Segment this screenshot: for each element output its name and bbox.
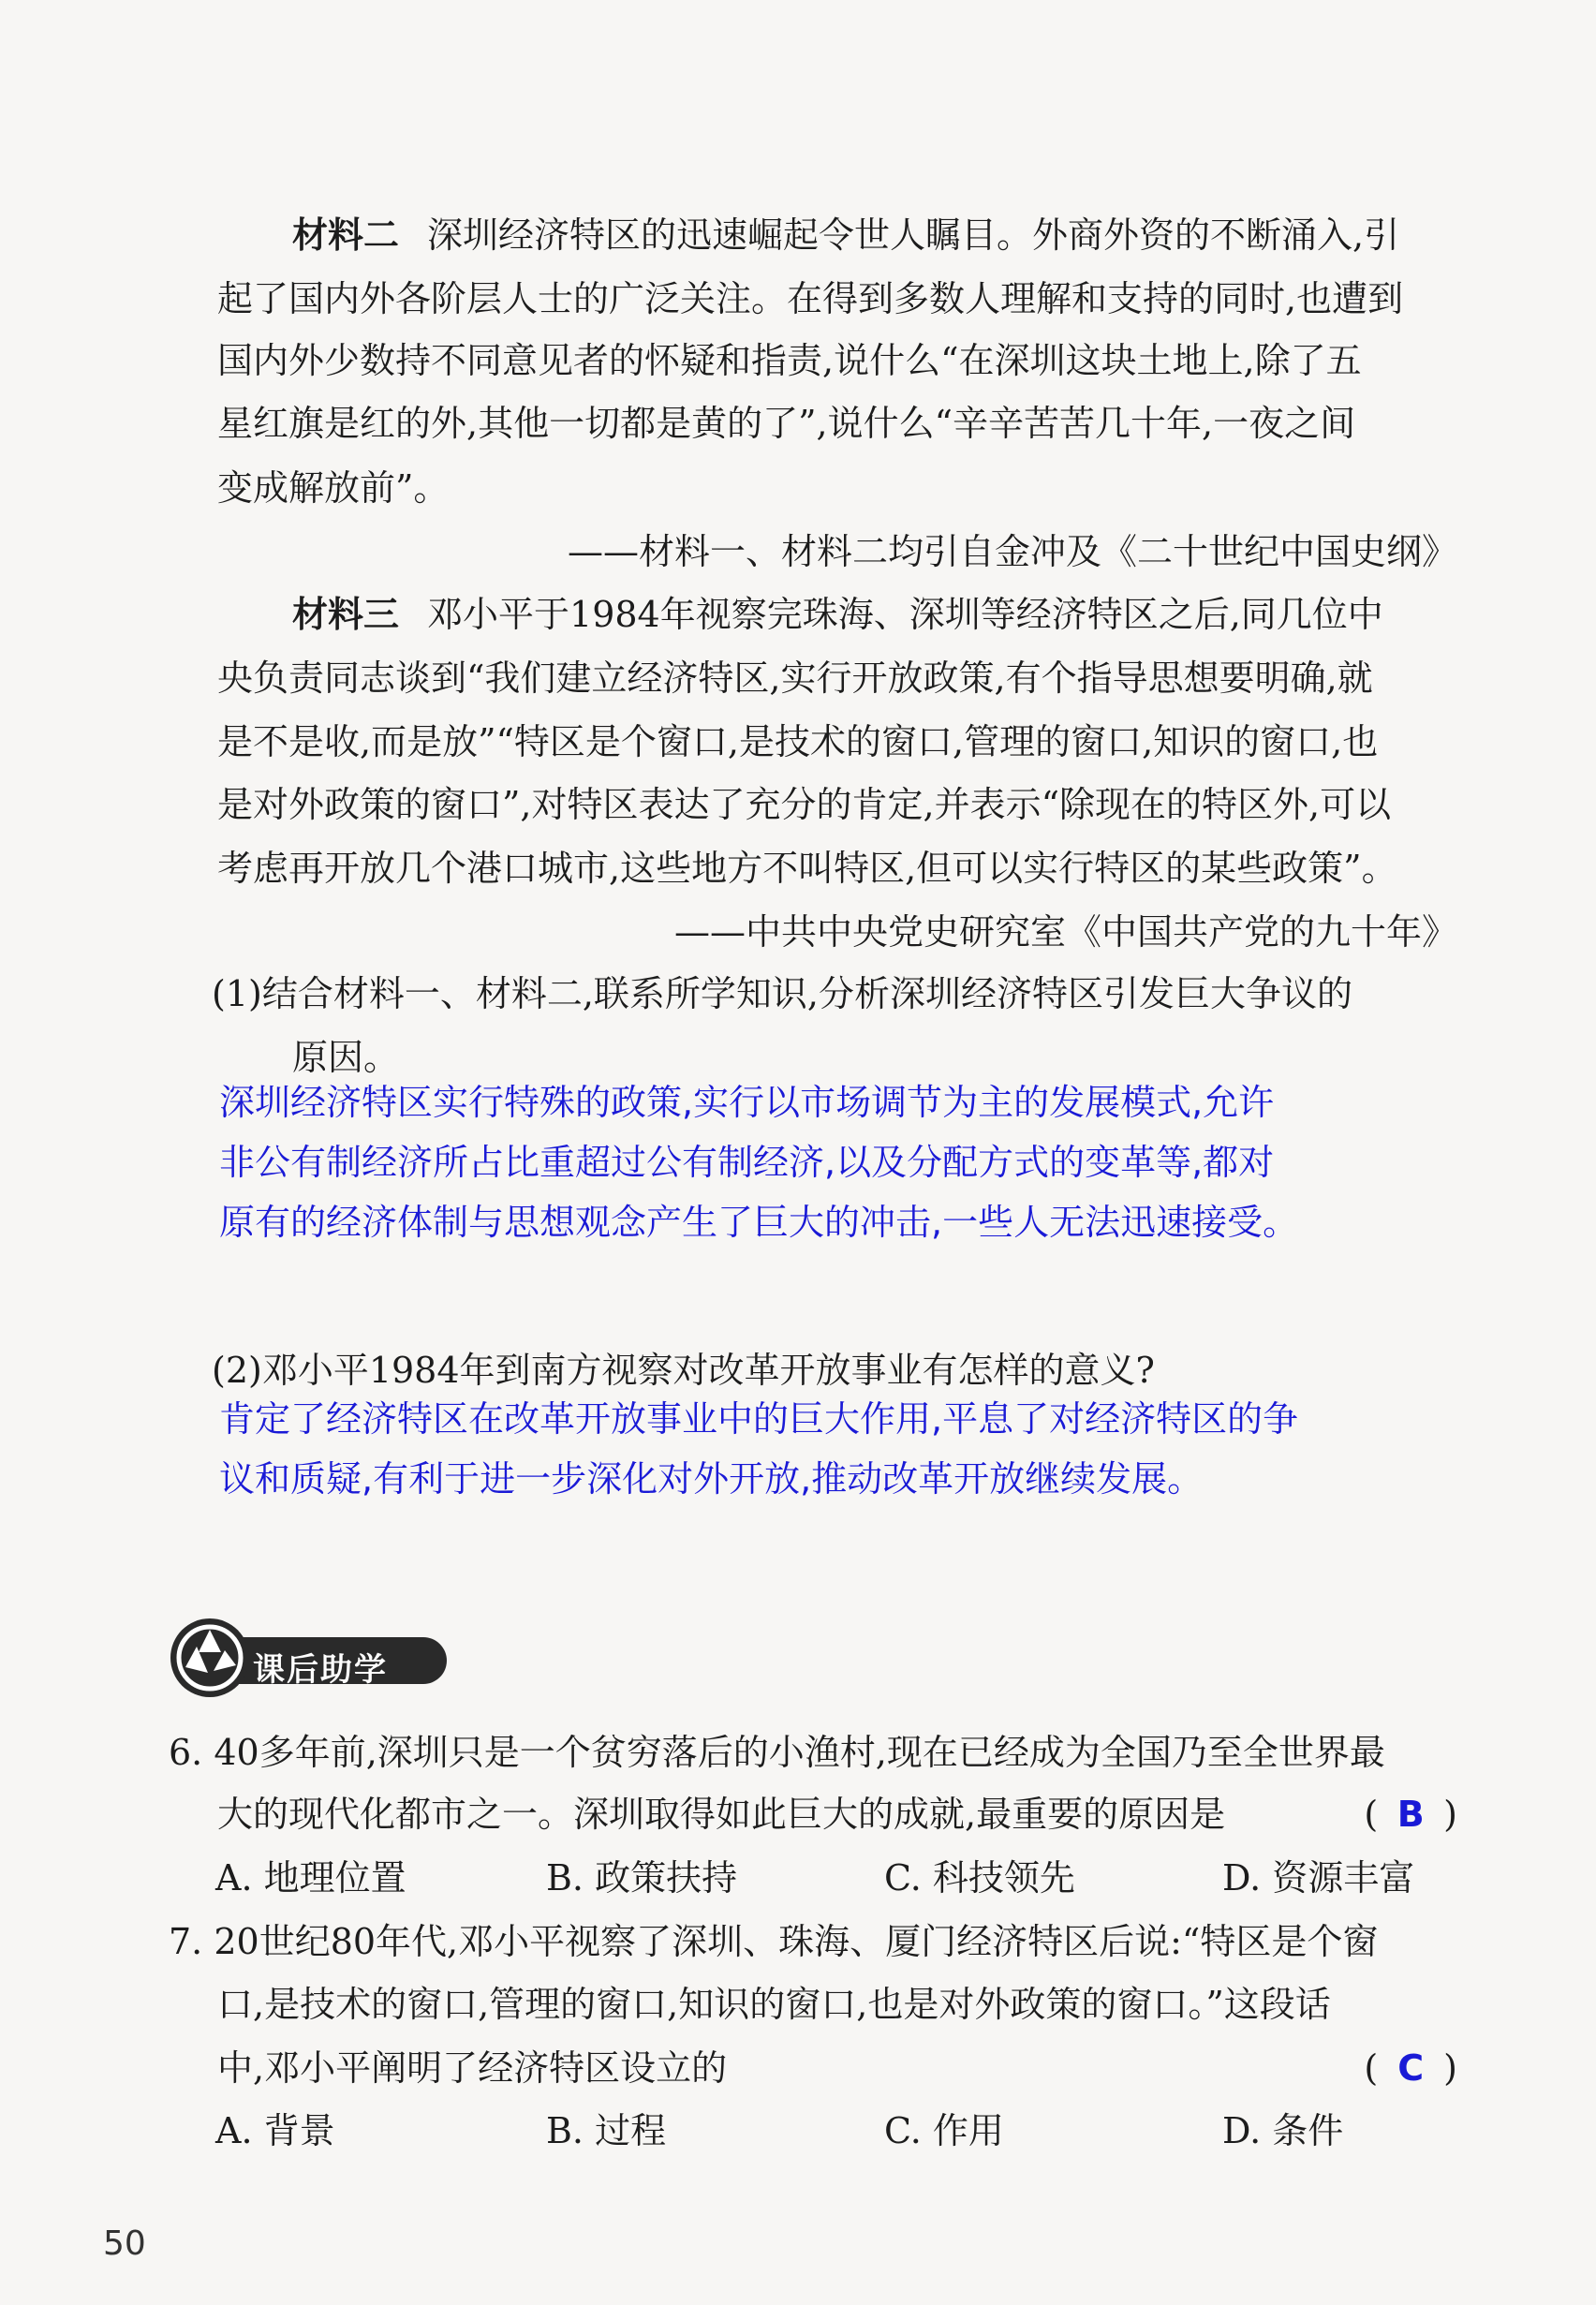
question-6-line-2: 大的现代化都市之一。深圳取得如此巨大的成就,最重要的原因是 <box>217 1794 1226 1835</box>
film-reel-icon <box>170 1618 249 1697</box>
material-2-label: 材料二 <box>292 214 400 256</box>
material-2-line-3: 国内外少数持不同意见者的怀疑和指责,说什么“在深圳这块土地上,除了五 <box>217 340 1362 381</box>
question-1-line-1: (1)结合材料一、材料二,联系所学知识,分析深圳经济特区引发巨大争议的 <box>212 973 1352 1014</box>
question-6-option-b: B. 政策扶持 <box>546 1857 738 1899</box>
question-7-line-2: 口,是技术的窗口,管理的窗口,知识的窗口,也是对外政策的窗口。”这段话 <box>217 1984 1331 2025</box>
question-7-line-1: 7. 20世纪80年代,邓小平视察了深圳、珠海、厦门经济特区后说:“特区是个窗 <box>169 1921 1379 1962</box>
question-1-answer-line-2: 非公有制经济所占比重超过公有制经济,以及分配方式的变革等,都对 <box>219 1142 1275 1183</box>
question-7-option-a: A. 背景 <box>215 2110 335 2151</box>
question-6-option-d: D. 资源丰富 <box>1222 1857 1415 1899</box>
section-tag <box>170 1618 451 1697</box>
material-2-line-2: 起了国内外各阶层人士的广泛关注。在得到多数人理解和支持的同时,也遭到 <box>217 278 1404 319</box>
material-3-line-3: 是不是收,而是放”“特区是个窗口,是技术的窗口,管理的窗口,知识的窗口,也 <box>217 721 1379 762</box>
question-1-answer-line-1: 深圳经济特区实行特殊的政策,实行以市场调节为主的发展模式,允许 <box>219 1082 1275 1123</box>
material-3-line-4: 是对外政策的窗口”,对特区表达了充分的肯定,并表示“除现在的特区外,可以 <box>217 784 1392 825</box>
question-6-option-c: C. 科技领先 <box>884 1857 1075 1899</box>
material-2-line-1: 材料二 深圳经济特区的迅速崛起令世人瞩目。外商外资的不断涌入,引 <box>292 214 1400 256</box>
question-1-answer-line-3: 原有的经济体制与思想观念产生了巨大的冲击,一些人无法迅速接受。 <box>219 1202 1299 1243</box>
question-1-line-2: 原因。 <box>292 1037 400 1078</box>
page-number: 50 <box>103 2224 146 2263</box>
question-6-option-a: A. 地理位置 <box>215 1857 406 1899</box>
question-7-answer-bracket: ( C ) <box>1364 2047 1457 2089</box>
question-7-option-b: B. 过程 <box>546 2110 667 2151</box>
material-3-line-1: 材料三 邓小平于1984年视察完珠海、深圳等经济特区之后,同几位中 <box>292 594 1383 635</box>
material-2-line-4: 星红旗是红的外,其他一切都是黄的了”,说什么“辛辛苦苦几十年,一夜之间 <box>217 403 1356 444</box>
material-3-line-2: 央负责同志谈到“我们建立经济特区,实行开放政策,有个指导思想要明确,就 <box>217 658 1373 699</box>
material-2-source: ——材料一、材料二均引自金冲及《二十世纪中国史纲》 <box>567 531 1457 572</box>
question-6-line-1: 6. 40多年前,深圳只是一个贫穷落后的小渔村,现在已经成为全国乃至全世界最 <box>169 1732 1385 1773</box>
question-7-answer: C <box>1397 2047 1425 2089</box>
question-7-line-3: 中,邓小平阐明了经济特区设立的 <box>217 2047 728 2089</box>
question-2-answer-line-2: 议和质疑,有利于进一步深化对外开放,推动改革开放继续发展。 <box>219 1458 1204 1500</box>
material-3-line-5: 考虑再开放几个港口城市,这些地方不叫特区,但可以实行特区的某些政策”。 <box>217 848 1397 889</box>
question-7-option-d: D. 条件 <box>1222 2110 1344 2151</box>
material-3-label: 材料三 <box>292 594 400 635</box>
question-6-answer: B <box>1396 1794 1425 1835</box>
question-2-answer-line-1: 肯定了经济特区在改革开放事业中的巨大作用,平息了对经济特区的争 <box>219 1398 1299 1440</box>
material-2-line-5: 变成解放前”。 <box>217 467 450 509</box>
question-6-answer-bracket: ( B ) <box>1364 1794 1457 1835</box>
section-title: 课后助学 <box>253 1651 388 1689</box>
material-3-source: ——中共中央党史研究室《中国共产党的九十年》 <box>673 911 1457 953</box>
question-7-option-c: C. 作用 <box>884 2110 1004 2151</box>
question-2-line-1: (2)邓小平1984年到南方视察对改革开放事业有怎样的意义? <box>212 1350 1155 1391</box>
